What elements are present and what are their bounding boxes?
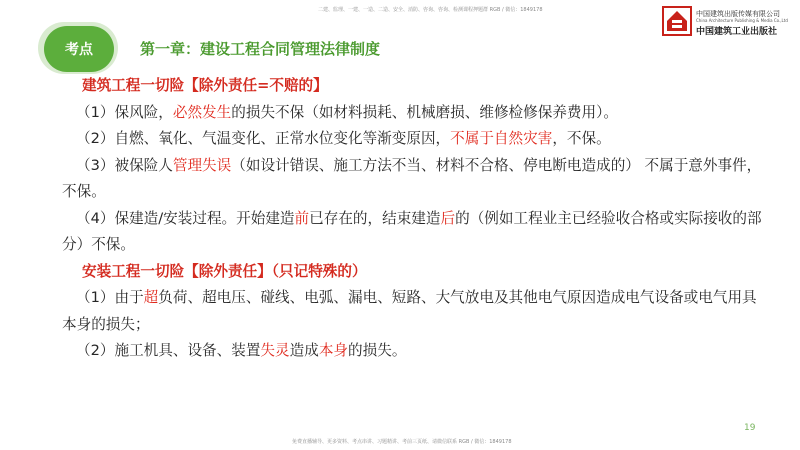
section-heading: 建筑工程一切险【除外责任=不赔的】 [82,77,328,94]
clause-text: （1）由于 [76,289,144,306]
clause-text: ，不保。 [552,130,611,147]
clause-item [62,285,762,338]
highlighted-text: 不属于自然灾害 [450,130,553,147]
clause-text: （1）保风险， [76,103,173,121]
clause-item [62,206,762,259]
highlighted-text: 本身 [318,342,349,359]
clause-text: 负荷、超电压、碰线、电弧、漏电、短路、大气放电及其他电气原因造成电气设备或电气用具本身的损失； [62,289,757,333]
clause-item [62,338,762,365]
clause-text: 的损失。 [348,342,407,359]
highlighted-text: 超 [143,289,159,306]
top-note: 二建、监理、一建、一造、二造、安全、消防、咨询、咨询、检测课程押题群 RGB / 微信：1849178 [318,7,543,13]
clause-text: （2）自燃、氧化、气温变化、正常水位变化等渐变原因， [76,130,451,147]
publisher-logo [662,6,794,38]
bottom-note: 免费直播辅导、更多资料、考点串讲、习题精讲、考前三页纸、请微信联系 RGB / 微信：1849178 [292,439,512,445]
highlighted-text: 前 [294,209,310,227]
clause-item [62,100,762,127]
clause-text: （4）保建造/安装过程。开始建造 [76,209,295,227]
clause-text: （2）施工机具、设备、装置 [76,342,261,359]
clause-item [62,126,762,153]
highlighted-text: 必然发生 [172,103,232,121]
clause-text: （3）被保险人 [76,156,173,174]
highlighted-text: 失灵 [260,342,290,359]
chapter-title: 第一章：建设工程合同管理法律制度 [140,40,381,58]
highlighted-text: 管理失误 [172,156,232,174]
clause-text: （如设计错误、施工方法不当、材料不合格、停电断电造成的） 不属于意外事件，不保。 [62,156,762,200]
clause-text: 的损失不保（如材料损耗、机械磨损、维修检修保养费用）。 [231,103,618,121]
publisher-name-line2: 中国建筑工业出版社 [696,27,778,37]
publisher-name-line1: 中国建筑出版传媒有限公司 [696,10,780,18]
publisher-logo-mark [662,6,692,36]
topic-badge: 考点 [44,26,114,72]
slide-content [62,73,762,365]
clause-text: 的（例如工程业主已经验收合格或实际接收的部分）不保。 [62,209,762,253]
publisher-name-english: China Architecture Publishing & Media Co.,Ltd [696,18,788,23]
clause-item [62,153,762,206]
clause-text: 造成 [289,342,319,359]
clause-text: 已存在的，结束建造 [309,209,441,227]
page-number: 19 [744,423,756,433]
section-heading: 安装工程一切险【除外责任】（只记特殊的） [82,262,367,280]
highlighted-text: 后 [440,209,456,227]
chapter-header [0,14,410,58]
